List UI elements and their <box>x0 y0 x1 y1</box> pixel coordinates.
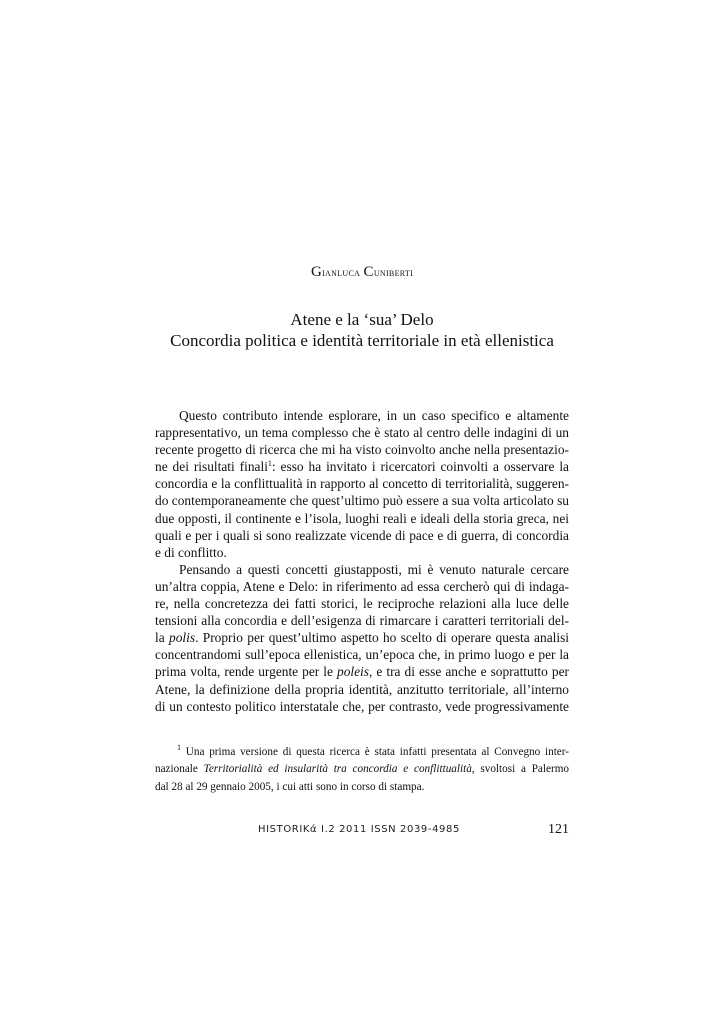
body-fragment: . Proprio per quest’ultimo aspetto ho scelto di operare questa analisi <box>195 630 570 646</box>
body-fragment: : esso ha invitato i ricercatori coinvolti a osservare la <box>271 459 569 475</box>
journal-info: HISTORIKά I.2 2011 ISSN 2039-4985 <box>258 824 460 835</box>
body-line: quali e per i quali si sono realizzate vicende di pace e di guerra, di concordia <box>155 527 569 543</box>
article-body <box>155 407 569 715</box>
footnote-reference[interactable]: 1 <box>267 459 272 469</box>
page-number: 121 <box>548 822 569 837</box>
body-line: concentrandomi sull’epoca ellenistica, un’epoca che, in primo luogo e per la <box>155 647 569 663</box>
body-line: Atene, la definizione della propria identità, anzitutto territoriale, all’interno <box>155 681 569 697</box>
footnote-text: , svoltosi a Palermo <box>471 763 569 776</box>
title-line-2: Concordia politica e identità territoriale in età ellenistica <box>170 331 554 350</box>
body-line: re, nella concretezza dei fatti storici, le reciproche relazioni alla luce delle <box>155 596 569 612</box>
footnote <box>155 744 569 796</box>
body-line: Pensando a questi concetti giustapposti, mi è venuto naturale cercare <box>179 561 569 577</box>
author-last-initial: C <box>363 264 374 280</box>
body-line: due opposti, il continente e l’isola, luoghi reali e ideali della storia greca, nei <box>155 510 569 526</box>
footnote-number: 1 <box>177 743 181 752</box>
body-line: tensioni alla concordia e dell’esigenza di rimarcare i caratteri territoriali del- <box>155 613 569 629</box>
body-line: un’altra coppia, Atene e Delo: in riferimento ad essa cercherò qui di indaga- <box>155 578 569 594</box>
footnote-text: Una prima versione di questa ricerca è stata infatti presentata al Convegno inter- <box>185 746 570 758</box>
body-fragment: la <box>155 630 170 646</box>
page-footer <box>0 822 724 842</box>
body-line: concordia e la conflittualità in rapporto al concetto di territorialità, suggeren- <box>155 476 569 492</box>
italic-term: polis <box>169 630 196 646</box>
body-fragment: , e tra di esse anche e soprattutto per <box>369 664 569 680</box>
footnote-italic-title: Territorialità ed insularità tra concordia e conflittualità <box>203 763 472 776</box>
body-line: recente progetto di ricerca che mi ha visto coinvolto anche nella presentazio- <box>155 442 569 458</box>
body-fragment: ne dei risultati finali <box>155 459 268 475</box>
author-first-initial: G <box>310 264 323 280</box>
author-first-rest: ianluca <box>322 265 361 279</box>
title-line-1: Atene e la ‘sua’ Delo <box>290 310 434 329</box>
footnote-line <box>155 744 569 761</box>
body-line <box>155 629 569 646</box>
body-line: rappresentativo, un tema complesso che è stato al centro delle indagini di un <box>155 425 569 441</box>
italic-term: poleis <box>337 664 369 680</box>
body-line: do contemporaneamente che quest’ultimo può essere a sua volta articolato su <box>155 493 569 509</box>
body-line <box>155 663 569 680</box>
author-last-rest: uniberti <box>373 265 414 279</box>
body-line <box>155 458 569 475</box>
body-fragment: prima volta, rende urgente per le <box>155 664 337 680</box>
author-name <box>0 264 724 280</box>
body-line: e di conflitto. <box>155 544 227 560</box>
article-title <box>0 309 724 351</box>
footnote-text: nazionale <box>155 763 204 776</box>
body-line: Questo contributo intende esplorare, in un caso specifico e altamente <box>179 408 569 423</box>
body-line: di un contesto politico interstatale che, per contrasto, vede progressivamente <box>155 698 569 714</box>
footnote-line: dal 28 al 29 gennaio 2005, i cui atti sono in corso di stampa. <box>155 780 425 793</box>
footnote-line <box>155 761 569 778</box>
